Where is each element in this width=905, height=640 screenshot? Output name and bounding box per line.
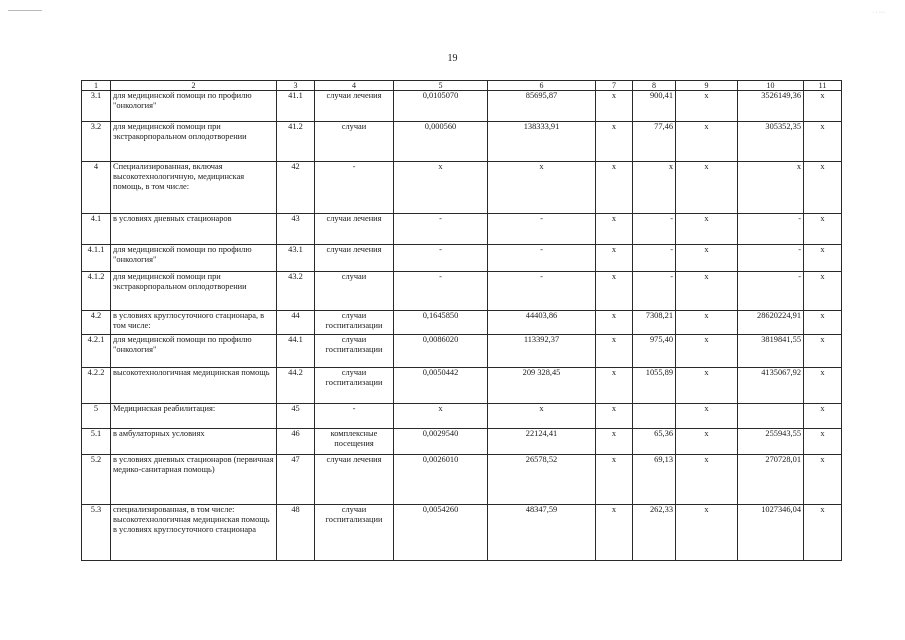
- cell-c10: 28620224,91: [738, 311, 804, 335]
- data-table: [81, 80, 842, 561]
- cell-c9: х: [676, 455, 738, 505]
- cell-c11: х: [804, 245, 842, 272]
- header-cell: 10: [738, 81, 804, 91]
- cell-c1: 3.1: [82, 91, 111, 122]
- cell-c11: х: [804, 505, 842, 561]
- cell-c3: 41.2: [277, 122, 315, 162]
- cell-c1: 4.1: [82, 214, 111, 245]
- cell-c4: случаи госпитализации: [315, 505, 394, 561]
- cell-c10: 4135067,92: [738, 368, 804, 404]
- cell-c5: 0,0086020: [394, 335, 488, 368]
- cell-c11: х: [804, 91, 842, 122]
- cell-c5: -: [394, 245, 488, 272]
- scan-mark-left: [8, 10, 42, 11]
- cell-c1: 4.2.1: [82, 335, 111, 368]
- header-cell: 8: [633, 81, 676, 91]
- cell-c11: х: [804, 404, 842, 429]
- cell-c9: х: [676, 91, 738, 122]
- cell-c11: х: [804, 272, 842, 311]
- cell-c8: 77,46: [633, 122, 676, 162]
- cell-c6: 22124,41: [488, 429, 596, 455]
- cell-c10: 3819841,55: [738, 335, 804, 368]
- cell-c5: 0,0054260: [394, 505, 488, 561]
- cell-c10: 305352,35: [738, 122, 804, 162]
- cell-c9: х: [676, 272, 738, 311]
- table-row: [82, 404, 842, 429]
- cell-c9: х: [676, 404, 738, 429]
- cell-c3: 44.2: [277, 368, 315, 404]
- cell-c8: -: [633, 245, 676, 272]
- cell-c10: -: [738, 214, 804, 245]
- cell-c1: 4.1.2: [82, 272, 111, 311]
- cell-c1: 4.1.1: [82, 245, 111, 272]
- cell-c3: 47: [277, 455, 315, 505]
- cell-c10: -: [738, 245, 804, 272]
- cell-c6: 113392,37: [488, 335, 596, 368]
- cell-c2: высокотехнологичная медицинская помощь: [111, 368, 277, 404]
- cell-c9: х: [676, 429, 738, 455]
- cell-c9: х: [676, 368, 738, 404]
- cell-c2: для медицинской помощи по профилю "онкология": [111, 245, 277, 272]
- cell-c8: 1055,89: [633, 368, 676, 404]
- cell-c3: 43.1: [277, 245, 315, 272]
- cell-c6: х: [488, 404, 596, 429]
- cell-c8: -: [633, 272, 676, 311]
- cell-c8: 69,13: [633, 455, 676, 505]
- cell-c5: х: [394, 404, 488, 429]
- header-cell: 2: [111, 81, 277, 91]
- cell-c4: случаи лечения: [315, 91, 394, 122]
- cell-c7: х: [596, 272, 633, 311]
- cell-c4: случаи госпитализации: [315, 368, 394, 404]
- cell-c9: х: [676, 335, 738, 368]
- cell-c4: случаи лечения: [315, 455, 394, 505]
- cell-c7: х: [596, 455, 633, 505]
- table-row: [82, 429, 842, 455]
- cell-c8: 262,33: [633, 505, 676, 561]
- cell-c3: 43.2: [277, 272, 315, 311]
- cell-c9: х: [676, 214, 738, 245]
- cell-c7: х: [596, 505, 633, 561]
- cell-c7: х: [596, 368, 633, 404]
- cell-c5: 0,000560: [394, 122, 488, 162]
- table-row: [82, 455, 842, 505]
- cell-c9: х: [676, 122, 738, 162]
- table-row: [82, 368, 842, 404]
- cell-c5: 0,0026010: [394, 455, 488, 505]
- cell-c11: х: [804, 368, 842, 404]
- cell-c4: -: [315, 162, 394, 214]
- header-cell: 6: [488, 81, 596, 91]
- cell-c7: х: [596, 429, 633, 455]
- cell-c4: случаи лечения: [315, 245, 394, 272]
- cell-c8: 900,41: [633, 91, 676, 122]
- cell-c6: -: [488, 245, 596, 272]
- cell-c5: 0,0050442: [394, 368, 488, 404]
- cell-c10: -: [738, 272, 804, 311]
- cell-c11: х: [804, 311, 842, 335]
- cell-c2: в условиях дневных стационаров (первичная медико-санитарная помощь): [111, 455, 277, 505]
- table-row: [82, 214, 842, 245]
- cell-c6: 26578,52: [488, 455, 596, 505]
- cell-c1: 4.2: [82, 311, 111, 335]
- table-row: [82, 311, 842, 335]
- cell-c3: 45: [277, 404, 315, 429]
- cell-c1: 5.3: [82, 505, 111, 561]
- cell-c3: 44.1: [277, 335, 315, 368]
- cell-c11: х: [804, 214, 842, 245]
- cell-c5: -: [394, 214, 488, 245]
- cell-c1: 4.2.2: [82, 368, 111, 404]
- cell-c4: случаи: [315, 122, 394, 162]
- cell-c2: для медицинской помощи при экстракорпоральном оплодотворении: [111, 122, 277, 162]
- cell-c7: х: [596, 311, 633, 335]
- cell-c6: -: [488, 214, 596, 245]
- cell-c10: 1027346,04: [738, 505, 804, 561]
- cell-c11: х: [804, 122, 842, 162]
- table-row: [82, 505, 842, 561]
- cell-c9: х: [676, 505, 738, 561]
- table-row: [82, 272, 842, 311]
- cell-c9: х: [676, 245, 738, 272]
- cell-c7: х: [596, 122, 633, 162]
- cell-c6: х: [488, 162, 596, 214]
- scan-mark-right: · · ···: [872, 10, 885, 16]
- cell-c1: 3.2: [82, 122, 111, 162]
- cell-c2: для медицинской помощи при экстракорпоральном оплодотворении: [111, 272, 277, 311]
- cell-c5: х: [394, 162, 488, 214]
- cell-c1: 5: [82, 404, 111, 429]
- cell-c2: специализированная, в том числе: высокотехнологичная медицинская помощь в условиях круглосуточного стационара: [111, 505, 277, 561]
- cell-c2: Специализированная, включая высокотехнологичную, медицинская помощь, в том числе:: [111, 162, 277, 214]
- cell-c11: х: [804, 429, 842, 455]
- cell-c3: 44: [277, 311, 315, 335]
- cell-c6: 44403,86: [488, 311, 596, 335]
- cell-c6: -: [488, 272, 596, 311]
- table-row: [82, 245, 842, 272]
- cell-c7: х: [596, 404, 633, 429]
- cell-c2: в амбулаторных условиях: [111, 429, 277, 455]
- cell-c3: 46: [277, 429, 315, 455]
- cell-c3: 43: [277, 214, 315, 245]
- cell-c4: -: [315, 404, 394, 429]
- cell-c2: для медицинской помощи по профилю "онкология": [111, 91, 277, 122]
- cell-c5: -: [394, 272, 488, 311]
- cell-c5: 0,1645850: [394, 311, 488, 335]
- header-cell: 1: [82, 81, 111, 91]
- cell-c6: 209 328,45: [488, 368, 596, 404]
- cell-c10: [738, 404, 804, 429]
- cell-c3: 48: [277, 505, 315, 561]
- cell-c10: х: [738, 162, 804, 214]
- cell-c10: 255943,55: [738, 429, 804, 455]
- cell-c11: х: [804, 455, 842, 505]
- header-cell: 5: [394, 81, 488, 91]
- cell-c4: случаи: [315, 272, 394, 311]
- cell-c3: 42: [277, 162, 315, 214]
- cell-c8: 65,36: [633, 429, 676, 455]
- cell-c2: для медицинской помощи по профилю "онкология": [111, 335, 277, 368]
- cell-c2: в условиях дневных стационаров: [111, 214, 277, 245]
- cell-c4: случаи госпитализации: [315, 335, 394, 368]
- header-cell: 3: [277, 81, 315, 91]
- cell-c10: 270728,01: [738, 455, 804, 505]
- cell-c7: х: [596, 162, 633, 214]
- header-cell: 11: [804, 81, 842, 91]
- table-row: [82, 162, 842, 214]
- cell-c4: случаи лечения: [315, 214, 394, 245]
- cell-c7: х: [596, 335, 633, 368]
- cell-c7: х: [596, 214, 633, 245]
- table-row: [82, 335, 842, 368]
- cell-c5: 0,0105070: [394, 91, 488, 122]
- header-cell: 4: [315, 81, 394, 91]
- cell-c8: 7308,21: [633, 311, 676, 335]
- cell-c8: -: [633, 214, 676, 245]
- table-row: [82, 91, 842, 122]
- cell-c11: х: [804, 162, 842, 214]
- cell-c8: [633, 404, 676, 429]
- table-row: [82, 122, 842, 162]
- cell-c1: 4: [82, 162, 111, 214]
- cell-c6: 48347,59: [488, 505, 596, 561]
- cell-c2: Медицинская реабилитация:: [111, 404, 277, 429]
- cell-c4: комплексные посещения: [315, 429, 394, 455]
- cell-c5: 0,0029540: [394, 429, 488, 455]
- cell-c7: х: [596, 245, 633, 272]
- cell-c1: 5.2: [82, 455, 111, 505]
- cell-c2: в условиях круглосуточного стационара, в том числе:: [111, 311, 277, 335]
- cell-c8: х: [633, 162, 676, 214]
- cell-c7: х: [596, 91, 633, 122]
- cell-c1: 5.1: [82, 429, 111, 455]
- cell-c10: 3526149,36: [738, 91, 804, 122]
- cell-c6: 85695,87: [488, 91, 596, 122]
- cell-c4: случаи госпитализации: [315, 311, 394, 335]
- cell-c9: х: [676, 311, 738, 335]
- cell-c6: 138333,91: [488, 122, 596, 162]
- header-row: [82, 81, 842, 91]
- header-cell: 7: [596, 81, 633, 91]
- cell-c11: х: [804, 335, 842, 368]
- cell-c3: 41.1: [277, 91, 315, 122]
- cell-c8: 975,40: [633, 335, 676, 368]
- header-cell: 9: [676, 81, 738, 91]
- cell-c9: х: [676, 162, 738, 214]
- page-number: 19: [447, 53, 458, 64]
